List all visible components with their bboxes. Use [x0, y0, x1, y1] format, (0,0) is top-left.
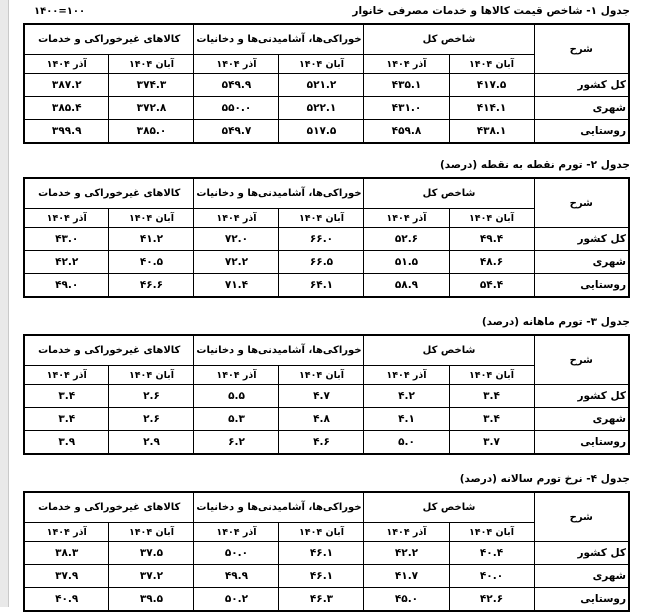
column-group-food-beverages-tobacco: خوراکی‌ها، آشامیدنی‌ها و دخانیات — [194, 24, 364, 55]
row-label-cell: کل کشور — [534, 74, 629, 97]
value-cell: ۵۸.۹ — [364, 274, 449, 298]
value-cell: ۳۷۲.۸ — [109, 97, 194, 120]
table-row — [24, 588, 629, 612]
column-group-total-index: شاخص کل — [364, 178, 534, 209]
value-cell: ۳.۴ — [449, 385, 534, 408]
value-cell: ۳۹۹.۹ — [24, 120, 109, 144]
value-cell: ۳۷.۵ — [109, 542, 194, 565]
value-cell: ۳.۷ — [449, 431, 534, 455]
value-cell: ۴۵۹.۸ — [364, 120, 449, 144]
value-cell: ۳۷.۹ — [24, 565, 109, 588]
value-cell: ۴۰.۹ — [24, 588, 109, 612]
column-header-aban-1404: آبان ۱۴۰۴ — [449, 523, 534, 542]
value-cell: ۳۸.۳ — [24, 542, 109, 565]
value-cell: ۴۸.۶ — [449, 251, 534, 274]
value-cell: ۴۱۷.۵ — [449, 74, 534, 97]
table-row — [24, 251, 629, 274]
column-header-azar-1404: آذر ۱۴۰۴ — [24, 523, 109, 542]
value-cell: ۵.۳ — [194, 408, 279, 431]
value-cell: ۳.۴ — [24, 385, 109, 408]
value-cell: ۶۶.۵ — [279, 251, 364, 274]
annual-inflation-rate-table — [23, 491, 630, 612]
value-cell: ۶۴.۱ — [279, 274, 364, 298]
column-header-description: شرح — [534, 492, 629, 542]
value-cell: ۵۰.۲ — [194, 588, 279, 612]
column-group-row — [24, 335, 629, 366]
column-header-description: شرح — [534, 24, 629, 74]
value-cell: ۲.۹ — [109, 431, 194, 455]
column-header-azar-1404: آذر ۱۴۰۴ — [194, 55, 279, 74]
table-row — [24, 431, 629, 455]
column-header-azar-1404: آذر ۱۴۰۴ — [194, 209, 279, 228]
column-group-nonfood-services: کالاهای غیرخوراکی و خدمات — [24, 492, 194, 523]
value-cell: ۴۳۱.۰ — [364, 97, 449, 120]
row-label-cell: شهری — [534, 408, 629, 431]
value-cell: ۵۲.۶ — [364, 228, 449, 251]
value-cell: ۵.۰ — [364, 431, 449, 455]
monthly-inflation-table — [23, 334, 630, 455]
value-cell: ۵۰.۰ — [194, 542, 279, 565]
column-header-aban-1404: آبان ۱۴۰۴ — [109, 366, 194, 385]
column-header-description: شرح — [534, 335, 629, 385]
table-2-title: جدول ۲- تورم نقطه به نقطه (درصد) — [439, 159, 630, 171]
column-header-azar-1404: آذر ۱۴۰۴ — [24, 209, 109, 228]
column-header-aban-1404: آبان ۱۴۰۴ — [279, 523, 364, 542]
value-cell: ۶.۲ — [194, 431, 279, 455]
value-cell: ۴.۲ — [364, 385, 449, 408]
column-header-aban-1404: آبان ۱۴۰۴ — [279, 366, 364, 385]
table-row — [24, 274, 629, 298]
row-label-cell: شهری — [534, 565, 629, 588]
value-cell: ۴۳۵.۱ — [364, 74, 449, 97]
value-cell: ۳.۴ — [449, 408, 534, 431]
column-group-total-index: شاخص کل — [364, 335, 534, 366]
value-cell: ۴۳۸.۱ — [449, 120, 534, 144]
column-group-food-beverages-tobacco: خوراکی‌ها، آشامیدنی‌ها و دخانیات — [194, 335, 364, 366]
value-cell: ۷۲.۰ — [194, 228, 279, 251]
value-cell: ۴۶.۱ — [279, 565, 364, 588]
value-cell: ۳۸۷.۲ — [24, 74, 109, 97]
table-1-title: جدول ۱- شاخص قیمت کالاها و خدمات مصرفی خانوار — [352, 5, 630, 17]
value-cell: ۴۰.۴ — [449, 542, 534, 565]
column-header-azar-1404: آذر ۱۴۰۴ — [364, 209, 449, 228]
table-3-title: جدول ۳- تورم ماهانه (درصد) — [481, 316, 630, 328]
table-4-title: جدول ۴- نرخ تورم سالانه (درصد) — [459, 473, 630, 485]
value-cell: ۵.۵ — [194, 385, 279, 408]
value-cell: ۴۶.۳ — [279, 588, 364, 612]
column-header-description: شرح — [534, 178, 629, 228]
table-row — [24, 408, 629, 431]
value-cell: ۵۵۰.۰ — [194, 97, 279, 120]
value-cell: ۳.۹ — [24, 431, 109, 455]
value-cell: ۵۲۲.۱ — [279, 97, 364, 120]
row-label-cell: کل کشور — [534, 385, 629, 408]
value-cell: ۴۶.۱ — [279, 542, 364, 565]
base-year-note: ۱۴۰۰=۱۰۰ — [34, 6, 86, 17]
column-header-aban-1404: آبان ۱۴۰۴ — [449, 55, 534, 74]
point-to-point-inflation-table — [23, 177, 630, 298]
column-header-azar-1404: آذر ۱۴۰۴ — [364, 366, 449, 385]
table-row — [24, 97, 629, 120]
row-label-cell: شهری — [534, 97, 629, 120]
row-label-cell: شهری — [534, 251, 629, 274]
column-group-nonfood-services: کالاهای غیرخوراکی و خدمات — [24, 335, 194, 366]
column-header-aban-1404: آبان ۱۴۰۴ — [449, 366, 534, 385]
table-row — [24, 228, 629, 251]
value-cell: ۴.۷ — [279, 385, 364, 408]
column-group-food-beverages-tobacco: خوراکی‌ها، آشامیدنی‌ها و دخانیات — [194, 178, 364, 209]
value-cell: ۴.۱ — [364, 408, 449, 431]
value-cell: ۴۹.۰ — [24, 274, 109, 298]
value-cell: ۴۱.۲ — [109, 228, 194, 251]
value-cell: ۵۲۱.۲ — [279, 74, 364, 97]
table-row — [24, 542, 629, 565]
column-header-azar-1404: آذر ۱۴۰۴ — [364, 523, 449, 542]
value-cell: ۳۸۵.۴ — [24, 97, 109, 120]
value-cell: ۴۶.۶ — [109, 274, 194, 298]
column-header-azar-1404: آذر ۱۴۰۴ — [194, 523, 279, 542]
value-cell: ۴۱.۷ — [364, 565, 449, 588]
value-cell: ۴۹.۹ — [194, 565, 279, 588]
table-2-block — [24, 159, 630, 298]
column-group-row — [24, 178, 629, 209]
row-label-cell: روستایی — [534, 588, 629, 612]
column-header-aban-1404: آبان ۱۴۰۴ — [279, 209, 364, 228]
value-cell: ۴۱۴.۱ — [449, 97, 534, 120]
value-cell: ۵۴۹.۷ — [194, 120, 279, 144]
column-header-aban-1404: آبان ۱۴۰۴ — [109, 523, 194, 542]
value-cell: ۳۸۵.۰ — [109, 120, 194, 144]
value-cell: ۴۲.۶ — [449, 588, 534, 612]
value-cell: ۴۵.۰ — [364, 588, 449, 612]
value-cell: ۴۲.۲ — [24, 251, 109, 274]
column-group-nonfood-services: کالاهای غیرخوراکی و خدمات — [24, 24, 194, 55]
value-cell: ۷۲.۲ — [194, 251, 279, 274]
value-cell: ۴۹.۴ — [449, 228, 534, 251]
table-row — [24, 74, 629, 97]
value-cell: ۴۳.۰ — [24, 228, 109, 251]
value-cell: ۴۰.۰ — [449, 565, 534, 588]
column-header-aban-1404: آبان ۱۴۰۴ — [109, 55, 194, 74]
column-header-azar-1404: آذر ۱۴۰۴ — [24, 366, 109, 385]
value-cell: ۴.۶ — [279, 431, 364, 455]
value-cell: ۴۲.۲ — [364, 542, 449, 565]
value-cell: ۵۱.۵ — [364, 251, 449, 274]
value-cell: ۴۰.۵ — [109, 251, 194, 274]
table-3-block — [24, 316, 630, 455]
column-header-aban-1404: آبان ۱۴۰۴ — [279, 55, 364, 74]
table-row — [24, 565, 629, 588]
value-cell: ۵۴.۴ — [449, 274, 534, 298]
row-label-cell: روستایی — [534, 274, 629, 298]
table-1-block — [24, 5, 630, 144]
value-cell: ۴.۸ — [279, 408, 364, 431]
column-header-azar-1404: آذر ۱۴۰۴ — [24, 55, 109, 74]
value-cell: ۵۴۹.۹ — [194, 74, 279, 97]
column-group-row — [24, 492, 629, 523]
value-cell: ۵۱۷.۵ — [279, 120, 364, 144]
value-cell: ۷۱.۴ — [194, 274, 279, 298]
page-edge-strip — [0, 0, 9, 607]
value-cell: ۳۷.۲ — [109, 565, 194, 588]
column-header-azar-1404: آذر ۱۴۰۴ — [364, 55, 449, 74]
value-cell: ۳۹.۵ — [109, 588, 194, 612]
column-group-total-index: شاخص کل — [364, 24, 534, 55]
column-header-azar-1404: آذر ۱۴۰۴ — [194, 366, 279, 385]
table-row — [24, 120, 629, 144]
column-header-aban-1404: آبان ۱۴۰۴ — [449, 209, 534, 228]
row-label-cell: کل کشور — [534, 228, 629, 251]
row-label-cell: کل کشور — [534, 542, 629, 565]
table-row — [24, 385, 629, 408]
value-cell: ۲.۶ — [109, 408, 194, 431]
value-cell: ۳۷۴.۳ — [109, 74, 194, 97]
cpi-index-table — [23, 23, 630, 144]
column-group-row — [24, 24, 629, 55]
row-label-cell: روستایی — [534, 120, 629, 144]
column-group-total-index: شاخص کل — [364, 492, 534, 523]
column-group-food-beverages-tobacco: خوراکی‌ها، آشامیدنی‌ها و دخانیات — [194, 492, 364, 523]
value-cell: ۳.۴ — [24, 408, 109, 431]
value-cell: ۶۶.۰ — [279, 228, 364, 251]
column-group-nonfood-services: کالاهای غیرخوراکی و خدمات — [24, 178, 194, 209]
column-header-aban-1404: آبان ۱۴۰۴ — [109, 209, 194, 228]
table-4-block — [24, 473, 630, 612]
value-cell: ۲.۶ — [109, 385, 194, 408]
row-label-cell: روستایی — [534, 431, 629, 455]
tables-area — [24, 5, 630, 612]
